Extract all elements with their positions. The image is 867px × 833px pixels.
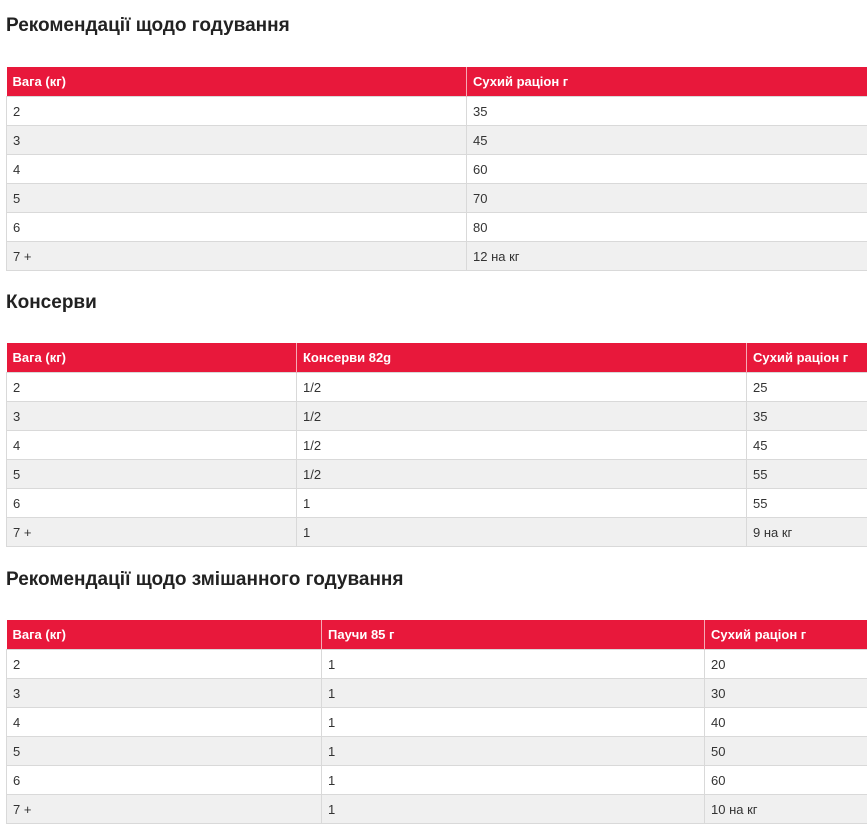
cell-pouches: 1 [322, 708, 705, 737]
mixed-feeding-table [6, 620, 867, 824]
feeding-table [6, 67, 867, 271]
cell-weight: 6 [7, 213, 467, 242]
table-row [7, 97, 867, 126]
column-header-canned: Консерви 82g [297, 343, 747, 373]
cell-weight: 7 + [7, 242, 467, 271]
table-row [7, 155, 867, 184]
column-header-pouches: Паучи 85 г [322, 620, 705, 650]
column-header-weight: Вага (кг) [7, 620, 322, 650]
cell-canned: 1/2 [297, 431, 747, 460]
cell-weight: 2 [7, 650, 322, 679]
cell-weight: 2 [7, 373, 297, 402]
cell-pouches: 1 [322, 679, 705, 708]
cell-weight: 6 [7, 489, 297, 518]
cell-weight: 5 [7, 460, 297, 489]
column-header-dry-ration: Сухий раціон г [705, 620, 867, 650]
cell-dry-ration: 80 [467, 213, 867, 242]
cell-pouches: 1 [322, 766, 705, 795]
cell-pouches: 1 [322, 795, 705, 824]
cell-weight: 5 [7, 737, 322, 766]
cell-weight: 3 [7, 679, 322, 708]
cell-pouches: 1 [322, 650, 705, 679]
cell-dry-ration: 20 [705, 650, 867, 679]
column-header-dry-ration: Сухий раціон г [467, 67, 867, 97]
cell-weight: 4 [7, 155, 467, 184]
cell-dry-ration: 50 [705, 737, 867, 766]
cell-dry-ration: 40 [705, 708, 867, 737]
cell-weight: 5 [7, 184, 467, 213]
table-row [7, 679, 867, 708]
cell-weight: 3 [7, 126, 467, 155]
table-row [7, 650, 867, 679]
table-row [7, 795, 867, 824]
table-row [7, 126, 867, 155]
cell-dry-ration: 60 [467, 155, 867, 184]
cell-dry-ration: 25 [747, 373, 867, 402]
section-title-canned: Консерви [6, 292, 97, 313]
cell-pouches: 1 [322, 737, 705, 766]
table-row [7, 737, 867, 766]
table-row [7, 518, 867, 547]
table-row [7, 489, 867, 518]
canned-table [6, 343, 867, 547]
table-row [7, 708, 867, 737]
cell-canned: 1/2 [297, 402, 747, 431]
cell-dry-ration: 45 [747, 431, 867, 460]
cell-dry-ration: 45 [467, 126, 867, 155]
cell-weight: 2 [7, 97, 467, 126]
column-header-weight: Вага (кг) [7, 67, 467, 97]
table-header-row [7, 67, 867, 97]
cell-dry-ration: 35 [747, 402, 867, 431]
section-title-feeding: Рекомендації щодо годування [6, 15, 290, 36]
cell-canned: 1/2 [297, 373, 747, 402]
table-row [7, 242, 867, 271]
cell-dry-ration: 55 [747, 460, 867, 489]
cell-canned: 1 [297, 489, 747, 518]
cell-weight: 7 + [7, 795, 322, 824]
cell-dry-ration: 9 на кг [747, 518, 867, 547]
column-header-weight: Вага (кг) [7, 343, 297, 373]
cell-weight: 3 [7, 402, 297, 431]
table-row [7, 402, 867, 431]
cell-canned: 1 [297, 518, 747, 547]
cell-dry-ration: 70 [467, 184, 867, 213]
table-row [7, 184, 867, 213]
cell-dry-ration: 10 на кг [705, 795, 867, 824]
cell-canned: 1/2 [297, 460, 747, 489]
cell-dry-ration: 30 [705, 679, 867, 708]
section-title-mixed-feeding: Рекомендації щодо змішанного годування [6, 569, 404, 590]
column-header-dry-ration: Сухий раціон г [747, 343, 867, 373]
table-row [7, 213, 867, 242]
table-header-row [7, 620, 867, 650]
cell-weight: 7 + [7, 518, 297, 547]
cell-dry-ration: 12 на кг [467, 242, 867, 271]
cell-weight: 4 [7, 708, 322, 737]
cell-dry-ration: 35 [467, 97, 867, 126]
cell-dry-ration: 55 [747, 489, 867, 518]
table-row [7, 373, 867, 402]
table-row [7, 766, 867, 795]
table-row [7, 460, 867, 489]
table-row [7, 431, 867, 460]
cell-weight: 4 [7, 431, 297, 460]
cell-weight: 6 [7, 766, 322, 795]
table-header-row [7, 343, 867, 373]
cell-dry-ration: 60 [705, 766, 867, 795]
